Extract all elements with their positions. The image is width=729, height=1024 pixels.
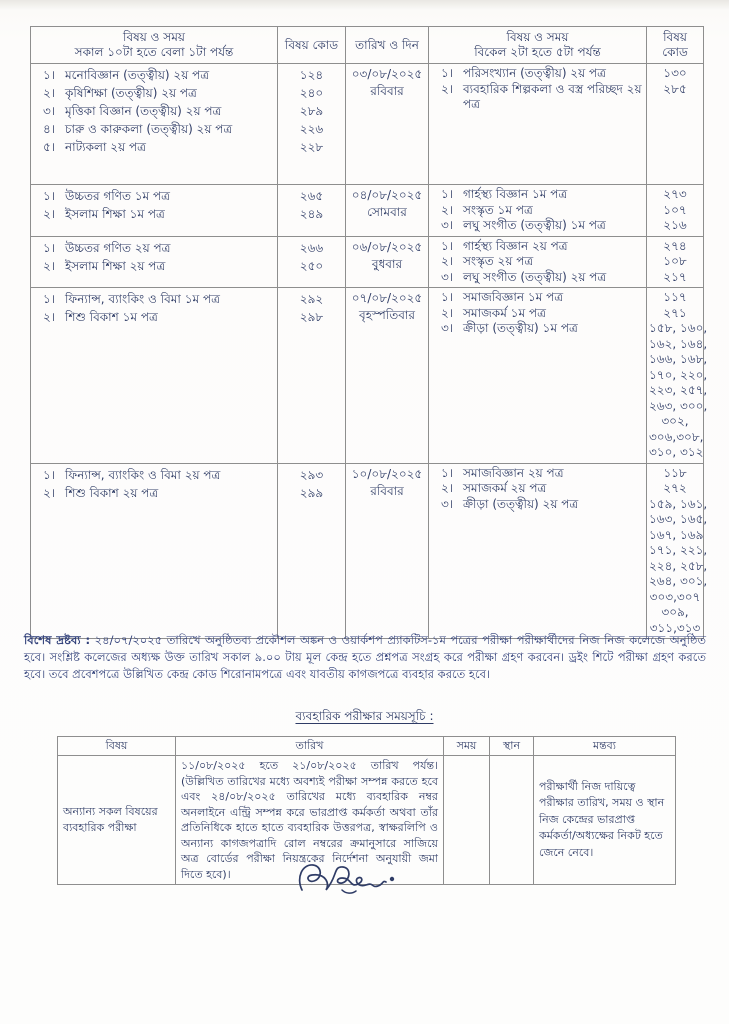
subject-line: [33, 84, 275, 102]
morning-codes-cell: [278, 236, 346, 288]
subject-serial: ১।: [440, 66, 454, 80]
subject-serial: ২।: [440, 202, 454, 217]
subject-line: [431, 481, 644, 497]
subject-serial: ১।: [440, 465, 454, 480]
exam-section-row: [31, 463, 704, 639]
subject-code: ২৫০: [299, 258, 324, 273]
subject-serial: ১।: [42, 240, 56, 255]
date-cell: [346, 64, 429, 185]
morning-codes-cell: [278, 64, 346, 185]
subject-line: [33, 102, 275, 120]
subject-code: ২৭১: [663, 305, 687, 320]
afternoon-subjects-cell: [429, 463, 647, 639]
header-morning-subject-line2: সকাল ১০টা হতে বেলা ১টা পর্যন্ত: [74, 45, 234, 59]
subject-name: সমাজকর্ম ২য় পত্র: [463, 481, 547, 495]
exam-date: ০৩/০৮/২০২৫: [351, 67, 423, 81]
subject-name: সমাজবিজ্ঞান ২য় পত্র: [463, 465, 564, 480]
subject-name: শিশু বিকাশ ১ম পত্র: [65, 310, 158, 324]
subject-serial: ১।: [42, 68, 56, 82]
subject-line: [431, 82, 644, 113]
subject-line: [431, 321, 644, 337]
header-morning-subject-line1: বিষয় ও সময়: [123, 30, 185, 44]
subject-serial: ১।: [440, 290, 454, 304]
subject-name: ইসলাম শিক্ষা ২য় পত্র: [65, 258, 166, 273]
subject-serial: ১।: [42, 467, 56, 482]
subject-code: ২৬৩, ৩০০,: [649, 398, 708, 413]
subject-serial: ২।: [440, 81, 454, 96]
date-cell: [346, 463, 429, 639]
subject-line: [431, 466, 644, 482]
morning-subjects-cell: [31, 463, 278, 639]
subject-line: [33, 239, 275, 257]
subject-name: গার্হস্থ্য বিজ্ঞান ২য় পত্র: [463, 238, 568, 253]
subject-serial: ১।: [440, 187, 454, 201]
afternoon-subjects-cell: [429, 288, 647, 464]
subject-name: নাট্যকলা ২য় পত্র: [65, 140, 146, 154]
subject-line: [431, 270, 644, 286]
subject-serial: ২।: [42, 258, 56, 273]
subject-code: ১২৪: [299, 68, 324, 82]
subject-name: লঘু সংগীত (তত্ত্বীয়) ২য় পত্র: [463, 269, 607, 284]
header-afternoon-code: বিষয় কোড: [647, 27, 704, 64]
afternoon-codes-cell: [647, 185, 704, 237]
subject-name: ইসলাম শিক্ষা ১ম পত্র: [65, 207, 165, 221]
exam-section-row: [31, 185, 704, 237]
subject-line: [33, 120, 275, 138]
subject-serial: ২।: [440, 305, 454, 320]
subject-code: ১৫৯, ১৬১,: [649, 496, 708, 511]
special-note-label: বিশেষ দ্রষ্টব্য :: [24, 633, 91, 647]
exam-section-row: [31, 236, 704, 288]
subject-line: [33, 466, 275, 484]
subject-serial: ৩।: [440, 321, 454, 335]
subject-code: ২৯৯: [299, 485, 324, 500]
subject-code: ২৭৪: [663, 238, 687, 253]
morning-codes-cell: [278, 288, 346, 464]
subject-code: ১৬২, ১৬৪,: [649, 336, 708, 351]
practical-remarks-cell: পরীক্ষার্থী নিজ দায়িত্বে পরীক্ষার তারিখ, সময় ও স্থান নিজ কেন্দ্রের ভারপ্রাপ্ত কর্মকর্তা/অধ্যক্ষের নিকট হতে জেনে নেবে।: [534, 756, 676, 885]
subject-code: ২৮৯: [299, 104, 324, 118]
subject-code: ২১৭: [663, 269, 687, 284]
practical-header-remarks: মন্তব্য: [534, 737, 676, 756]
afternoon-subjects-cell: [429, 236, 647, 288]
subject-code: ৩০৬,৩০৮,: [649, 429, 704, 444]
morning-codes-cell: [278, 463, 346, 639]
exam-table-header-row: [31, 27, 704, 64]
subject-name: ক্রীড়া (তত্ত্বীয়) ২য় পত্র: [463, 496, 579, 511]
date-cell: [346, 288, 429, 464]
subject-serial: ২।: [42, 485, 56, 500]
subject-code: ২২৪, ২৫৮,: [649, 558, 708, 573]
subject-code: ১৬৬, ১৬৮,: [649, 352, 708, 366]
practical-time-cell: [444, 756, 490, 885]
subject-name: ক্রীড়া (তত্ত্বীয়) ১ম পত্র: [463, 321, 578, 335]
subject-name: উচ্চতর গণিত ২য় পত্র: [65, 240, 171, 255]
subject-code: ১১৮: [663, 465, 687, 480]
subject-code: ১৭১, ২২১,: [649, 543, 708, 557]
subject-code: ২৮৫: [663, 81, 687, 96]
subject-serial: ২।: [42, 86, 56, 100]
subject-code: ১৭০, ২২০,: [649, 367, 708, 382]
subject-code: ৩০৯,: [661, 605, 689, 619]
subject-code: ২৯৮: [299, 310, 324, 324]
subject-line: [33, 308, 275, 326]
subject-serial: ২।: [440, 481, 454, 495]
subject-line: [33, 187, 275, 205]
subject-code: ২৬৪, ৩০১,: [649, 574, 708, 588]
subject-line: [33, 484, 275, 502]
subject-code: ৩১১,৩১৩: [649, 620, 701, 635]
morning-subjects-cell: [31, 288, 278, 464]
exam-schedule-table: [30, 26, 708, 639]
special-note-text: ২৪/০৭/২০২৫ তারিখে অনুষ্ঠিতব্য প্রকৌশল অঙ্কন ও ওয়ার্কশপ প্র্যাকটিস-১ম পত্রের পরীক্ষা পরীক্ষার্থীদের নিজ নিজ কলেজে অনুষ্ঠিত হবে। সংশ্লিষ্ট কলেজের অধ্যক্ষ উক্ত তারিখ সকাল ৯.০০ টায় মূল কেন্দ্র হতে প্রশ্নপত্র সংগ্রহ করে পরীক্ষা গ্রহণ করবেন। ড্রইং শিটে পরীক্ষা গ্রহণ করতে হবে। তবে প্রবেশপত্রে উল্লিখিত কেন্দ্র কোড শিরোনামপত্রে এবং যাবতীয় কাগজপত্রে ব্যবহার করতে হবে।: [24, 633, 706, 681]
header-morning-code: বিষয় কোড: [278, 27, 346, 64]
subject-serial: ১।: [440, 238, 454, 253]
subject-code: ৩১০, ৩১২: [649, 445, 704, 459]
afternoon-codes-cell: [647, 64, 704, 185]
subject-serial: ৪।: [42, 122, 56, 136]
subject-code: ২২৬: [299, 122, 324, 136]
exam-date: ০৭/০৮/২০২৫: [351, 291, 423, 305]
exam-date: ০৪/০৮/২০২৫: [351, 188, 423, 202]
subject-name: ব্যবহারিক শিল্পকলা ও বস্ত্র পরিচ্ছদ ২য় পত্র: [463, 81, 642, 111]
exam-day: রবিবার: [370, 84, 404, 98]
subject-serial: ৩।: [42, 104, 56, 118]
subject-name: লঘু সংগীত (তত্ত্বীয়) ১ম পত্র: [463, 218, 606, 232]
subject-serial: ২।: [440, 254, 454, 268]
subject-line: [431, 203, 644, 219]
date-cell: [346, 236, 429, 288]
subject-code: ১০৭: [663, 202, 687, 217]
subject-line: [431, 497, 644, 513]
subject-serial: ১।: [42, 189, 56, 203]
subject-name: মৃত্তিকা বিজ্ঞান (তত্ত্বীয়) ২য় পত্র: [65, 104, 222, 118]
practical-subject-cell: অন্যান্য সকল বিষয়ের ব্যবহারিক পরীক্ষা: [58, 756, 176, 885]
subject-line: [431, 290, 644, 306]
subject-line: [431, 254, 644, 270]
subject-line: [431, 66, 644, 82]
subject-line: [431, 187, 644, 203]
exam-section-row: [31, 64, 704, 185]
afternoon-codes-cell: [647, 288, 708, 464]
subject-name: চারু ও কারুকলা (তত্ত্বীয়) ২য় পত্র: [65, 122, 233, 136]
subject-serial: ২।: [42, 310, 56, 324]
practical-schedule-heading: ব্যবহারিক পরীক্ষার সময়সূচি :: [295, 709, 434, 723]
subject-serial: ২।: [42, 207, 56, 221]
practical-header-row: [58, 737, 676, 756]
morning-codes-cell: [278, 185, 346, 237]
subject-name: পরিসংখ্যান (তত্ত্বীয়) ২য় পত্র: [463, 66, 606, 80]
special-note: [24, 632, 706, 683]
subject-code: ২৯৩: [299, 467, 324, 482]
subject-name: ফিন্যান্স, ব্যাংকিং ও বিমা ১ম পত্র: [65, 292, 220, 306]
subject-code: ২৬৬: [299, 240, 324, 255]
subject-name: সমাজবিজ্ঞান ১ম পত্র: [463, 290, 564, 304]
subject-code: ১৬৩, ১৬৫,: [649, 512, 708, 526]
practical-header-subject: বিষয়: [58, 737, 176, 756]
exam-day: সোমবার: [367, 205, 407, 219]
exam-date: ১০/০৮/২০২৫: [351, 466, 423, 481]
date-cell: [346, 185, 429, 237]
exam-date: ০৬/০৮/২০২৫: [351, 239, 423, 254]
subject-code: ১১৭: [663, 290, 687, 304]
subject-code: ২৪০: [299, 86, 324, 100]
subject-name: সংস্কৃত ১ম পত্র: [463, 202, 533, 217]
practical-date-cell: ১১/০৮/২০২৫ হতে ২১/০৮/২০২৫ তারিখ পর্যন্ত। (উল্লিখিত তারিখের মধ্যে অবশ্যই পরীক্ষা সম্পন্ন করতে হবে এবং ২৪/০৮/২০২৫ তারিখের মধ্যে ব্যবহারিক নম্বর অনলাইনে এন্ট্রি সম্পন্ন করে ভারপ্রাপ্ত কর্মকর্তা অথবা তাঁর প্রতিনিধিকে হাতে হাতে ব্যবহারিক উত্তরপত্র, স্বাক্ষরলিপি ও অন্যান্য কাগজপত্রাদি রোল নম্বরের ক্রমানুসারে সাজিয়ে অত্র বোর্ডের পরীক্ষা নিয়ন্ত্রকের নির্দেশনা অনুযায়ী জমা দিতে হবে)।: [176, 756, 444, 885]
subject-line: [431, 239, 644, 255]
subject-serial: ৩।: [440, 218, 454, 232]
subject-line: [33, 257, 275, 275]
subject-name: উচ্চতর গণিত ১ম পত্র: [65, 189, 170, 203]
header-date-day: তারিখ ও দিন: [346, 27, 429, 64]
subject-line: [33, 205, 275, 223]
subject-name: সমাজকর্ম ১ম পত্র: [463, 305, 546, 320]
subject-code: ১০৮: [663, 254, 687, 268]
subject-line: [33, 290, 275, 308]
subject-line: [431, 306, 644, 322]
morning-subjects-cell: [31, 185, 278, 237]
subject-code: ২৪৯: [299, 207, 324, 221]
subject-code: ২২৮: [299, 140, 324, 154]
subject-code: ১৩০: [663, 66, 687, 80]
subject-code: ৩০২,: [661, 414, 689, 428]
subject-code: ১৫৮, ১৬০,: [649, 321, 708, 335]
subject-name: কৃষিশিক্ষা (তত্ত্বীয়) ২য় পত্র: [65, 86, 197, 100]
subject-code: ২১৬: [663, 218, 687, 232]
subject-code: ২৯২: [299, 292, 324, 306]
exam-day: বৃহস্পতিবার: [359, 308, 415, 322]
practical-venue-cell: [490, 756, 534, 885]
subject-serial: ৫।: [42, 140, 56, 154]
header-afternoon-subject-line1: বিষয় ও সময়: [506, 30, 569, 44]
subject-code: ২৭২: [663, 481, 687, 495]
subject-serial: ১।: [42, 292, 56, 306]
header-morning-subject: [31, 27, 278, 64]
afternoon-subjects-cell: [429, 64, 647, 185]
subject-line: [33, 66, 275, 84]
subject-serial: ৩।: [440, 269, 454, 284]
subject-code: ২৬৫: [299, 189, 324, 203]
subject-line: [33, 138, 275, 156]
exam-day: রবিবার: [370, 483, 404, 498]
practical-header-venue: স্থান: [490, 737, 534, 756]
subject-name: ফিন্যান্স, ব্যাংকিং ও বিমা ২য় পত্র: [65, 467, 221, 482]
subject-name: গার্হস্থ্য বিজ্ঞান ১ম পত্র: [463, 187, 568, 201]
header-afternoon-subject: [429, 27, 647, 64]
morning-subjects-cell: [31, 64, 278, 185]
exam-day: বুধবার: [371, 256, 403, 271]
practical-header-time: সময়: [444, 737, 490, 756]
subject-serial: ৩।: [440, 496, 454, 511]
morning-subjects-cell: [31, 236, 278, 288]
afternoon-codes-cell: [647, 236, 704, 288]
header-afternoon-subject-line2: বিকেল ২টা হতে ৫টা পর্যন্ত: [474, 45, 601, 59]
afternoon-subjects-cell: [429, 185, 647, 237]
subject-name: সংস্কৃত ২য় পত্র: [463, 254, 534, 268]
subject-line: [431, 218, 644, 234]
subject-code: ২৭৩: [663, 187, 687, 201]
subject-code: ২২৩, ২৫৭,: [649, 383, 708, 397]
subject-code: ১৬৭, ১৬৯: [649, 527, 704, 542]
practical-header-date: তারিখ: [176, 737, 444, 756]
exam-section-row: [31, 288, 704, 464]
subject-name: মনোবিজ্ঞান (তত্ত্বীয়) ২য় পত্র: [65, 68, 210, 82]
exam-table-body: [31, 64, 708, 639]
subject-name: শিশু বিকাশ ২য় পত্র: [65, 485, 159, 500]
signature-scribble: [286, 854, 416, 910]
subject-code: ৩০৩,৩০৭: [649, 589, 701, 604]
afternoon-codes-cell: [647, 463, 708, 639]
